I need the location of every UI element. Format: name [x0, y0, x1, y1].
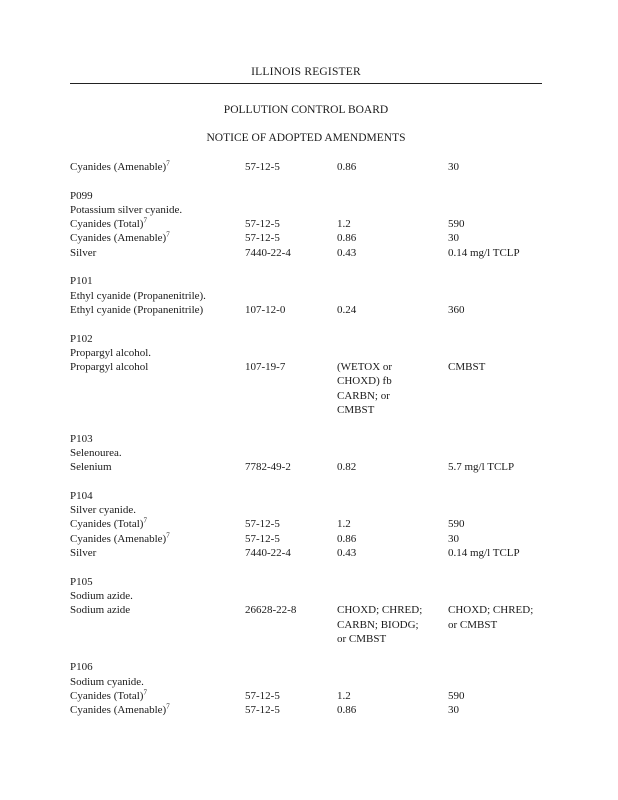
nonwastewater-standard-cell [448, 603, 548, 617]
waste-name-cell [70, 432, 245, 446]
table-row [70, 332, 550, 346]
table-row [70, 660, 550, 674]
cas-number-cell [245, 446, 337, 460]
waste-name-cell [70, 403, 245, 417]
cas-number-cell-text: 107-12-0 [245, 303, 286, 316]
board-title: POLLUTION CONTROL BOARD [223, 104, 389, 116]
cas-number-cell [245, 689, 337, 703]
waste-name-cell [70, 703, 245, 717]
cas-number-cell [245, 231, 337, 245]
wastewater-standard-cell [337, 432, 448, 446]
waste-name-cell-text: Potassium silver cyanide. [70, 203, 183, 216]
nonwastewater-standard-cell [448, 332, 548, 346]
wastewater-standard-cell [337, 532, 448, 546]
nonwastewater-standard-cell [448, 389, 548, 403]
table-row [70, 360, 550, 374]
wastewater-standard-cell-text: 0.86 [337, 704, 357, 717]
waste-name-cell [70, 246, 245, 260]
cas-number-cell [245, 289, 337, 303]
waste-name-cell-text: P102 [70, 332, 93, 345]
waste-name-cell-text: Ethyl cyanide (Propanenitrile). [70, 289, 206, 302]
cas-number-cell [245, 575, 337, 589]
waste-name-cell [70, 231, 245, 245]
waste-name-cell [70, 589, 245, 603]
wastewater-standard-cell [337, 303, 448, 317]
cas-number-cell [245, 675, 337, 689]
wastewater-standard-cell [337, 346, 448, 360]
wastewater-standard-cell [337, 589, 448, 603]
wastewater-standard-cell [337, 489, 448, 503]
cas-number-cell [245, 532, 337, 546]
waste-name-cell [70, 360, 245, 374]
table-row [70, 246, 550, 260]
wastewater-standard-cell-text: 0.43 [337, 547, 357, 560]
row-spacer [70, 475, 550, 489]
table-row [70, 618, 550, 632]
wastewater-standard-cell [337, 389, 448, 403]
wastewater-standard-cell-text: 0.24 [337, 303, 357, 316]
wastewater-standard-cell-text: CARBN; BIODG; [337, 618, 419, 631]
cas-number-cell-text: 57-12-5 [245, 161, 280, 173]
wastewater-standard-cell-text: 0.43 [337, 246, 357, 259]
waste-name-cell-text: P106 [70, 661, 93, 674]
cas-number-cell-text: 107-19-7 [245, 361, 286, 374]
waste-name-cell-text: P104 [70, 489, 93, 502]
nonwastewater-standard-cell-text: 30 [448, 532, 459, 545]
row-spacer [70, 260, 550, 274]
row-spacer [70, 317, 550, 331]
nonwastewater-standard-cell [448, 217, 548, 231]
cas-number-cell [245, 360, 337, 374]
wastewater-standard-cell [337, 360, 448, 374]
waste-name-cell [70, 346, 245, 360]
table-row [70, 403, 550, 417]
waste-name-cell-text: Cyanides (Total) [70, 518, 144, 531]
nonwastewater-standard-cell [448, 689, 548, 703]
waste-name-cell [70, 303, 245, 317]
nonwastewater-standard-cell [448, 246, 548, 260]
nonwastewater-standard-cell [448, 374, 548, 388]
nonwastewater-standard-cell [448, 160, 548, 174]
nonwastewater-standard-cell [448, 546, 548, 560]
footnote-marker: 7 [166, 531, 170, 540]
waste-name-cell-text: Propargyl alcohol. [70, 346, 152, 359]
wastewater-standard-cell-text: CHOXD; CHRED; [337, 604, 423, 617]
table-row [70, 189, 550, 203]
nonwastewater-standard-cell [448, 517, 548, 531]
table-row [70, 632, 550, 646]
wastewater-standard-cell [337, 189, 448, 203]
waste-name-cell-text: Cyanides (Amenable) [70, 232, 167, 245]
wastewater-standard-cell [337, 632, 448, 646]
waste-name-cell-text: Sodium azide. [70, 589, 133, 602]
cas-number-cell [245, 618, 337, 632]
waste-name-cell [70, 603, 245, 617]
waste-name-cell [70, 503, 245, 517]
table-row [70, 203, 550, 217]
footnote-marker: 7 [166, 159, 170, 168]
table-row [70, 575, 550, 589]
wastewater-standard-cell [337, 274, 448, 288]
waste-name-cell [70, 689, 245, 703]
wastewater-standard-cell [337, 374, 448, 388]
waste-name-cell-text: Propargyl alcohol [70, 361, 149, 374]
table-row [70, 217, 550, 231]
waste-name-cell-text: Cyanides (Amenable) [70, 704, 167, 717]
cas-number-cell [245, 374, 337, 388]
footnote-marker: 7 [166, 702, 170, 711]
nonwastewater-standard-cell [448, 489, 548, 503]
row-spacer [70, 174, 550, 188]
cas-number-cell [245, 546, 337, 560]
cas-number-cell [245, 346, 337, 360]
wastewater-standard-cell [337, 675, 448, 689]
waste-name-cell-text: P101 [70, 275, 93, 288]
wastewater-standard-cell-text: (WETOX or [337, 361, 393, 374]
wastewater-standard-cell [337, 289, 448, 303]
table-row [70, 432, 550, 446]
waste-name-cell-text: P103 [70, 432, 93, 445]
wastewater-standard-cell [337, 703, 448, 717]
wastewater-standard-cell [337, 660, 448, 674]
nonwastewater-standard-cell-text: 30 [448, 161, 459, 173]
table-row [70, 346, 550, 360]
nonwastewater-standard-cell-text: 30 [448, 704, 459, 717]
waste-name-cell [70, 546, 245, 560]
waste-name-cell [70, 446, 245, 460]
wastewater-standard-cell [337, 446, 448, 460]
cas-number-cell [245, 203, 337, 217]
cas-number-cell [245, 632, 337, 646]
waste-name-cell-text: Silver cyanide. [70, 504, 136, 517]
nonwastewater-standard-cell-text: 590 [448, 689, 465, 702]
nonwastewater-standard-cell-text: CMBST [448, 361, 486, 374]
waste-name-cell [70, 289, 245, 303]
cas-number-cell [245, 460, 337, 474]
wastewater-standard-cell [337, 460, 448, 474]
nonwastewater-standard-cell-text: or CMBST [448, 618, 498, 631]
wastewater-standard-cell [337, 160, 448, 174]
wastewater-standard-cell [337, 403, 448, 417]
nonwastewater-standard-cell [448, 432, 548, 446]
nonwastewater-standard-cell [448, 460, 548, 474]
nonwastewater-standard-cell [448, 446, 548, 460]
cas-number-cell [245, 589, 337, 603]
cas-number-cell-text: 57-12-5 [245, 518, 280, 531]
wastewater-standard-cell [337, 575, 448, 589]
nonwastewater-standard-cell [448, 503, 548, 517]
table-row [70, 289, 550, 303]
wastewater-standard-cell-text: 0.86 [337, 532, 357, 545]
row-spacer [70, 560, 550, 574]
table-row [70, 546, 550, 560]
waste-name-cell-text: Selenourea. [70, 446, 122, 459]
waste-name-cell [70, 675, 245, 689]
wastewater-standard-cell [337, 203, 448, 217]
nonwastewater-standard-cell [448, 589, 548, 603]
waste-name-cell-text: Cyanides (Amenable) [70, 532, 167, 545]
cas-number-cell [245, 189, 337, 203]
table-row [70, 689, 550, 703]
waste-name-cell [70, 489, 245, 503]
table-row [70, 231, 550, 245]
waste-name-cell-text: Sodium azide [70, 604, 131, 617]
waste-name-cell [70, 660, 245, 674]
waste-name-cell-text: Cyanides (Total) [70, 689, 144, 702]
wastewater-standard-cell [337, 217, 448, 231]
cas-number-cell-text: 7440-22-4 [245, 547, 291, 560]
nonwastewater-standard-cell-text: 30 [448, 232, 459, 245]
waste-name-cell [70, 460, 245, 474]
cas-number-cell [245, 432, 337, 446]
waste-name-cell [70, 274, 245, 288]
table-row [70, 503, 550, 517]
nonwastewater-standard-cell-text: 360 [448, 303, 465, 316]
wastewater-standard-cell-text: CMBST [337, 404, 375, 417]
table-row [70, 460, 550, 474]
nonwastewater-standard-cell [448, 675, 548, 689]
waste-name-cell [70, 332, 245, 346]
table-row [70, 532, 550, 546]
waste-name-cell [70, 532, 245, 546]
row-spacer [70, 646, 550, 660]
wastewater-standard-cell-text: CARBN; or [337, 389, 390, 402]
wastewater-standard-cell-text: 0.86 [337, 232, 357, 245]
nonwastewater-standard-cell-text: 590 [448, 518, 465, 531]
waste-name-cell-text: P105 [70, 575, 93, 588]
table-row [70, 589, 550, 603]
nonwastewater-standard-cell [448, 203, 548, 217]
nonwastewater-standard-cell-text: 0.14 mg/l TCLP [448, 246, 520, 259]
wastewater-standard-cell-text: or CMBST [337, 632, 387, 645]
wastewater-standard-cell-text: 1.2 [337, 218, 351, 231]
cas-number-cell [245, 274, 337, 288]
nonwastewater-standard-cell-text: 590 [448, 218, 465, 231]
waste-name-cell-text: Selenium [70, 461, 112, 474]
table-row [70, 374, 550, 388]
wastewater-standard-cell [337, 618, 448, 632]
wastewater-standard-cell [337, 689, 448, 703]
nonwastewater-standard-cell [448, 660, 548, 674]
cas-number-cell-text: 57-12-5 [245, 532, 280, 545]
footnote-marker: 7 [143, 516, 147, 525]
register-header [70, 66, 542, 78]
header-rule [70, 83, 542, 84]
table-row [70, 517, 550, 531]
nonwastewater-standard-cell [448, 618, 548, 632]
wastewater-standard-cell [337, 231, 448, 245]
nonwastewater-standard-cell [448, 632, 548, 646]
nonwastewater-standard-cell-text: CHOXD; CHRED; [448, 604, 534, 617]
table-row [70, 274, 550, 288]
nonwastewater-standard-cell-text: 5.7 mg/l TCLP [448, 461, 515, 474]
table-row [70, 603, 550, 617]
cas-number-cell [245, 503, 337, 517]
notice-title: NOTICE OF ADOPTED AMENDMENTS [206, 132, 406, 144]
footnote-marker: 7 [143, 688, 147, 697]
nonwastewater-standard-cell-text: 0.14 mg/l TCLP [448, 547, 520, 560]
wastewater-standard-cell [337, 603, 448, 617]
nonwastewater-standard-cell [448, 274, 548, 288]
wastewater-standard-cell [337, 546, 448, 560]
nonwastewater-standard-cell [448, 231, 548, 245]
cas-number-cell [245, 389, 337, 403]
cas-number-cell [245, 332, 337, 346]
waste-name-cell [70, 618, 245, 632]
wastewater-standard-cell-text: 1.2 [337, 518, 351, 531]
waste-name-cell-text: P099 [70, 189, 93, 202]
wastewater-standard-cell [337, 246, 448, 260]
cas-number-cell [245, 246, 337, 260]
table-row [70, 446, 550, 460]
nonwastewater-standard-cell [448, 532, 548, 546]
cas-number-cell [245, 517, 337, 531]
cas-number-cell-text: 57-12-5 [245, 689, 280, 702]
row-spacer [70, 417, 550, 431]
footnote-marker: 7 [166, 230, 170, 239]
waste-name-cell [70, 189, 245, 203]
footnote-marker: 7 [143, 216, 147, 225]
cas-number-cell [245, 603, 337, 617]
cas-number-cell [245, 160, 337, 174]
cas-number-cell-text: 7440-22-4 [245, 246, 291, 259]
waste-name-cell [70, 160, 245, 174]
table-row [70, 489, 550, 503]
waste-name-cell-text: Silver [70, 547, 97, 560]
cas-number-cell [245, 217, 337, 231]
wastewater-standard-cell-text: 0.86 [337, 161, 357, 173]
waste-name-cell-text: Silver [70, 246, 97, 259]
waste-name-cell [70, 217, 245, 231]
waste-name-cell-text: Ethyl cyanide (Propanenitrile) [70, 303, 204, 316]
waste-name-cell-text: Sodium cyanide. [70, 675, 144, 688]
waste-name-cell-text: Cyanides (Total) [70, 218, 144, 231]
cas-number-cell-text: 57-12-5 [245, 218, 280, 231]
table-row [70, 675, 550, 689]
nonwastewater-standard-cell [448, 289, 548, 303]
waste-name-cell [70, 389, 245, 403]
nonwastewater-standard-cell [448, 346, 548, 360]
waste-name-cell [70, 632, 245, 646]
nonwastewater-standard-cell [448, 189, 548, 203]
register-title: ILLINOIS REGISTER [247, 66, 365, 78]
waste-table [70, 160, 550, 718]
table-row [70, 303, 550, 317]
cas-number-cell [245, 303, 337, 317]
nonwastewater-standard-cell [448, 303, 548, 317]
wastewater-standard-cell-text: 0.82 [337, 461, 357, 474]
table-row [70, 389, 550, 403]
table-row [70, 703, 550, 717]
wastewater-standard-cell [337, 517, 448, 531]
nonwastewater-standard-cell [448, 703, 548, 717]
waste-name-cell [70, 203, 245, 217]
nonwastewater-standard-cell [448, 403, 548, 417]
wastewater-standard-cell [337, 503, 448, 517]
nonwastewater-standard-cell [448, 360, 548, 374]
cas-number-cell-text: 7782-49-2 [245, 461, 291, 474]
waste-name-cell [70, 575, 245, 589]
wastewater-standard-cell-text: CHOXD) fb [337, 375, 392, 388]
nonwastewater-standard-cell [448, 575, 548, 589]
wastewater-standard-cell [337, 332, 448, 346]
cas-number-cell-text: 57-12-5 [245, 232, 280, 245]
cas-number-cell-text: 26628-22-8 [245, 604, 297, 617]
cas-number-cell-text: 57-12-5 [245, 704, 280, 717]
wastewater-standard-cell-text: 1.2 [337, 689, 351, 702]
waste-name-cell-text: Cyanides (Amenable) [70, 161, 167, 173]
cas-number-cell [245, 703, 337, 717]
cas-number-cell [245, 660, 337, 674]
table-row [70, 160, 550, 174]
cas-number-cell [245, 403, 337, 417]
waste-name-cell [70, 517, 245, 531]
cas-number-cell [245, 489, 337, 503]
waste-name-cell [70, 374, 245, 388]
